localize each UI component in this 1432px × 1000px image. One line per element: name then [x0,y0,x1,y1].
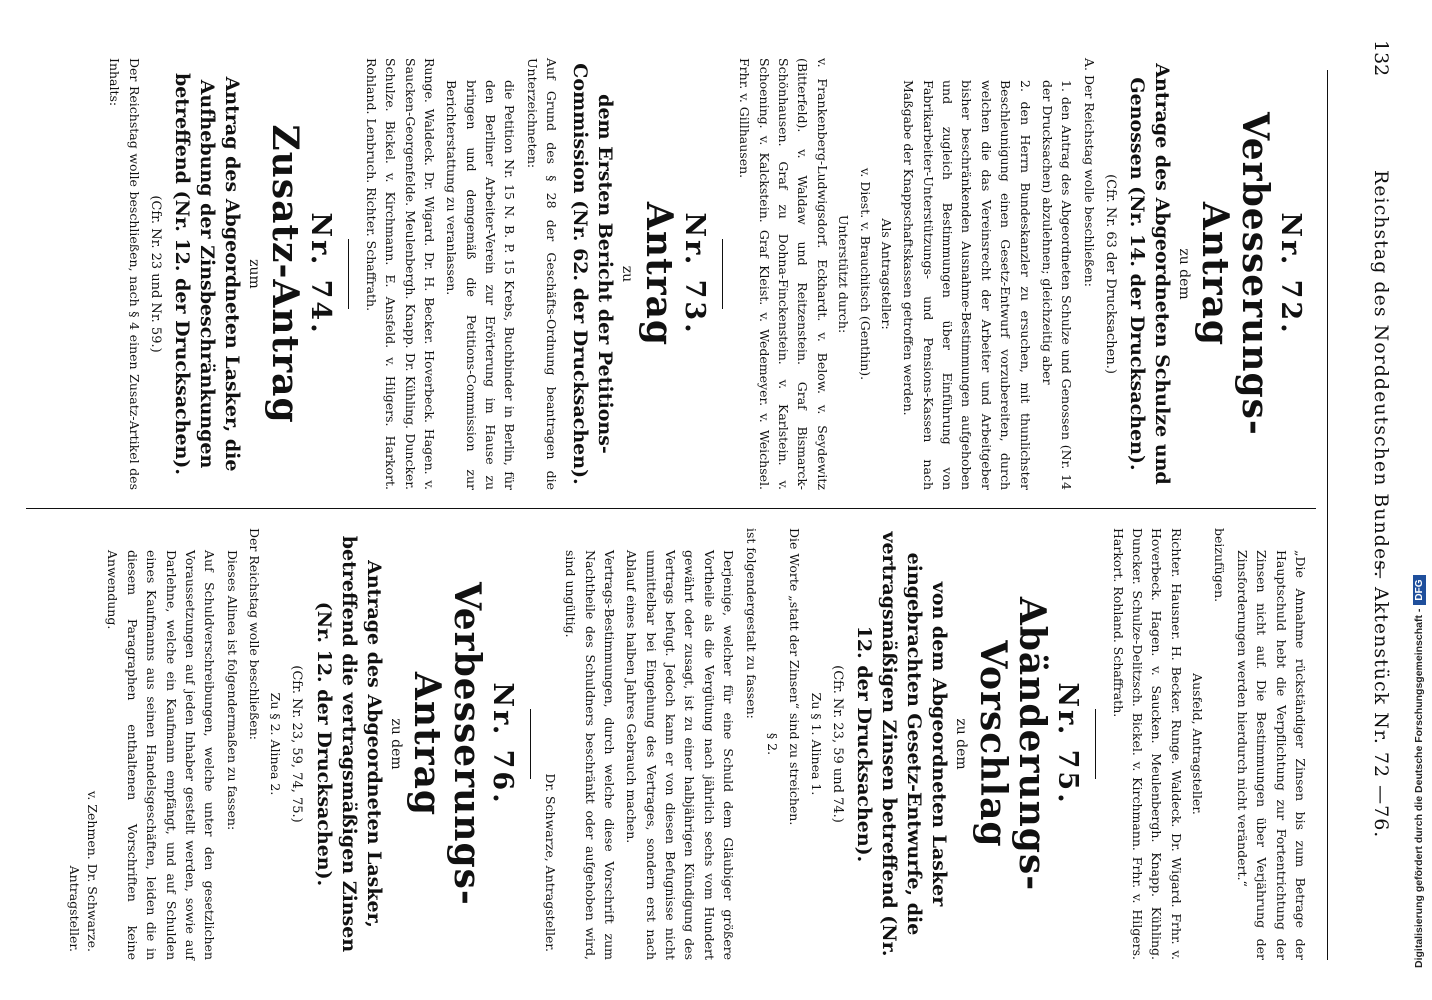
signatory-names: Richter. Hausner. H. Becker. Runge. Waldeck. Dr. Wigard. Frhr. v. Hoverbeck. Hagen. v. Saucken. Meulenbergh. Knapp. Kühling. Duncker. Schulze-Delitzsch. Bickel. v. Kirchmann. Frhr. v. Hilgers. Harkort. Rohland. Schaffrath. [1110,528,1184,960]
section-number: Nr. 72. [1275,212,1306,336]
section-subtitle: zu dem [953,718,970,770]
digitization-credit-text [1408,8,1430,968]
header-rule [1327,70,1328,960]
section-number: Nr. 73. [678,212,710,336]
paragraph: 2. den Herrn Bundeskanzler zu ersuchen, mit thunlichster Beschleunigung einen Gesetz-Entwurf vorzubereiten, durch welchen die das Vereinsrecht der Arbeiter und Arbeitgeber bisher beschränkenden Ausnahme-Bestimmungen aufgehoben und zugleich Bestimmungen über Einführung von Fabrikarbeiter-Unterstützungs- und Pensions-Kassen nach Maßgabe der Knappschaftskassen getroffen werden. [901,80,1033,490]
section-divider [530,709,531,779]
section-title: Antrag [637,201,680,347]
paragraph: ist folgendergestalt zu fassen: [743,528,759,719]
section-subtitle: zum [245,259,262,289]
paragraph: Derjenige, welcher für eine Schuld dem Gläubiger größere Vortheile als die Vergütung nach jährlich sechs vom Hundert gewährt oder zusagt, ist zu einer halbjährigen Kündigung des Vertrags befugt. Jedoch kann er von diesen Befugnisse nicht unmittelbar bei Eingehung des Vertrages, sondern erst nach Ablauf eines halben Jahres Gebrauch machen. [624,550,737,960]
left-column [20,50,1310,498]
section-number: Nr. 76. [486,682,518,806]
section-reference: (Cfr. Nr. 23, 59, 74, 75.) [289,665,305,823]
paragraph-heading: Zu § 1. Alinea 1. [808,692,824,796]
paragraph-heading: § 2. [765,732,780,756]
proposer-signature: Antragsteller. [67,865,83,952]
paragraph-heading: Zu § 2. Alinea 2. [268,692,284,796]
paragraph: Die Worte „statt der Zinsen“ sind zu streichen. [787,528,803,826]
section-nr74 [148,50,337,498]
section-description: von dem Abgeordneten Lasker eingebrachten Gesetz-Entwurfe, die vertragsmäßigen Zinsen betreffend (Nr. 12. der Drucksachen). [852,531,951,957]
page-number: 132 [1370,40,1392,77]
section-description: Antrag des Abgeordneten Lasker, die Aufhebung der Zinsbeschränkungen betreffend (Nr. 12. der Drucksachen). [170,72,243,476]
section-reference: (Cfr. Nr. 23 und Nr. 59.) [147,195,163,353]
section-description: dem Ersten Bericht der Petitions-Commission (Nr. 62. der Drucksachen). [569,63,617,485]
section-description: Antrage des Abgeordneten Schulze und Genossen (Nr. 14. der Drucksachen). [1125,63,1173,485]
section-divider [348,239,349,309]
section-title: Verbesserungs-Antrag [1194,112,1276,436]
column-rule [26,508,1316,509]
section-nr72 [1103,50,1306,498]
section-subtitle: zu dem [387,718,404,770]
credit-label: Digitalisierung gefördert durch die Deutsche Forschungsgemeinschaft - [1413,608,1425,968]
section-number: Nr. 74. [305,212,337,336]
proposer-signature: Ausfeld, Antragsteller. [1190,673,1206,815]
paragraph: 1. den Antrag des Abgeordneten Schulze und Genossen (Nr. 14 der Drucksachen) abzulehnen; gleichzeitig aber [1039,80,1075,490]
signatory-names: Runge. Waldeck. Dr. Wigard. Dr. H. Becker. Hoverbeck. Hagen. v. Saucken-Georgenfelde. Meulenbergh. Knapp. Dr. Kühling. Duncker. Schulze. Bickel. v. Kirchmann. E. Ansfeld. v. Hilgers. Harkort. Rohland. Lenbruch. Richter. Schaffrath. [363,58,437,490]
paragraph: A. Der Reichstag wolle beschließen: [1081,58,1097,287]
paragraph: Dieses Alinea ist folgendermaßen zu fassen: [224,550,240,831]
section-reference: (Cfr. Nr. 63 der Drucksachen.) [1102,174,1118,374]
running-head-left: Reichstag des Norddeutschen Bundes. [1370,170,1392,578]
supporter-label: Unterstützt durch: [836,214,852,334]
supporter-names: v. Frankenberg-Ludwigsdorf. Eckhardt. v. Below. v. Seydewitz (Bitterfeld). v. Waldaw und Reitzenstein. Graf Bismarck-Schönhausen. Graf zu Dohna-Finckenstein. v. Karlstein. v. Schoening. v. Kalckstein. Graf Kleist. v. Wedemeyer. v. Weichsel. Frhr. v. Gillhausen. [737,58,830,490]
section-subtitle: zu [619,265,636,283]
proposer-label: Als Antragsteller: [878,218,894,330]
section-reference: (Cfr. Nr. 23, 59 und 74.) [829,665,845,823]
section-title: Zusatz-Antrag [264,124,307,424]
section-title: Abänderungs-Vorschlag [971,596,1054,892]
section-divider [722,239,723,309]
paragraph: Vertrags-Bestimmungen, durch welche diese Vorschrift zum Nachtheile des Schuldners beschränkt oder aufgehoben wird, sind ungültig. [563,550,617,960]
section-description: Antrage des Abgeordneten Lasker, betreffend die vertragsmäßigen Zinsen (Nr. 12. der Drucksachen). [312,535,385,953]
signatory-names: v. Zehmen. Dr. Schwarze. [85,790,101,952]
section-subtitle: zu dem [1175,248,1192,300]
section-title: Verbesserungs-Antrag [406,582,488,906]
section-nr73 [567,50,710,498]
right-column [20,520,1310,968]
section-divider [1095,709,1096,779]
paragraph: Auf Schuldverschreibungen, welche unter den gesetzlichen Voraussetzungen auf jeden Inhaber gestellt werden, sowie auf Darlehne, welche ein Kaufmann empfängt, und auf Schulden eines Kaufmanns aus seinen Handelsgeschäften, leiden die in diesem Paragraphen enthaltenen Vorschriften keine Anwendung. [105,550,218,960]
running-head-right: — Aktenstück Nr. 72 —76. [1370,560,1392,839]
digitization-credit [1405,8,1431,992]
section-nr76 [289,520,517,968]
paragraph: Auf Grund des § 28 der Geschäfts-Ordnung beantragen die Unterzeichneten: [524,58,560,490]
proposer-signature: Dr. Schwarze, Antragsteller. [542,773,558,952]
paragraph: beizufügen. [1212,528,1228,603]
section-number: Nr. 75. [1052,682,1084,806]
paragraph: Der Reichstag wolle beschließen, nach § 4 einen Zusatz-Artikel des Inhalts: [107,58,142,490]
paragraph: die Petition Nr. 15 N. B. P. 15 Krebs, Buchbinder in Berlin, für den Berliner Arbeiter-Verein zur Erörterung im Hause zu bringen und demgemäß die Petitions-Commission zur Berichterstattung zu veranlassen. [444,80,518,490]
proposer-names: v. Diest. v. Brauchitsch (Genthin). [857,167,873,381]
paragraph: Der Reichstag wolle beschließen: [247,528,263,740]
paragraph: „Die Annahme rückständiger Zinsen bis zum Betrage der Hauptschuld hebt die Verpflichtung zur Fortentrichtung der Zinsen nicht auf. Die Bestimmungen über Verjährung der Zinsforderungen werden hierdurch nicht verändert.“ [1234,550,1308,960]
dfg-logo: DFG [1413,576,1426,605]
section-nr75 [830,520,1084,968]
